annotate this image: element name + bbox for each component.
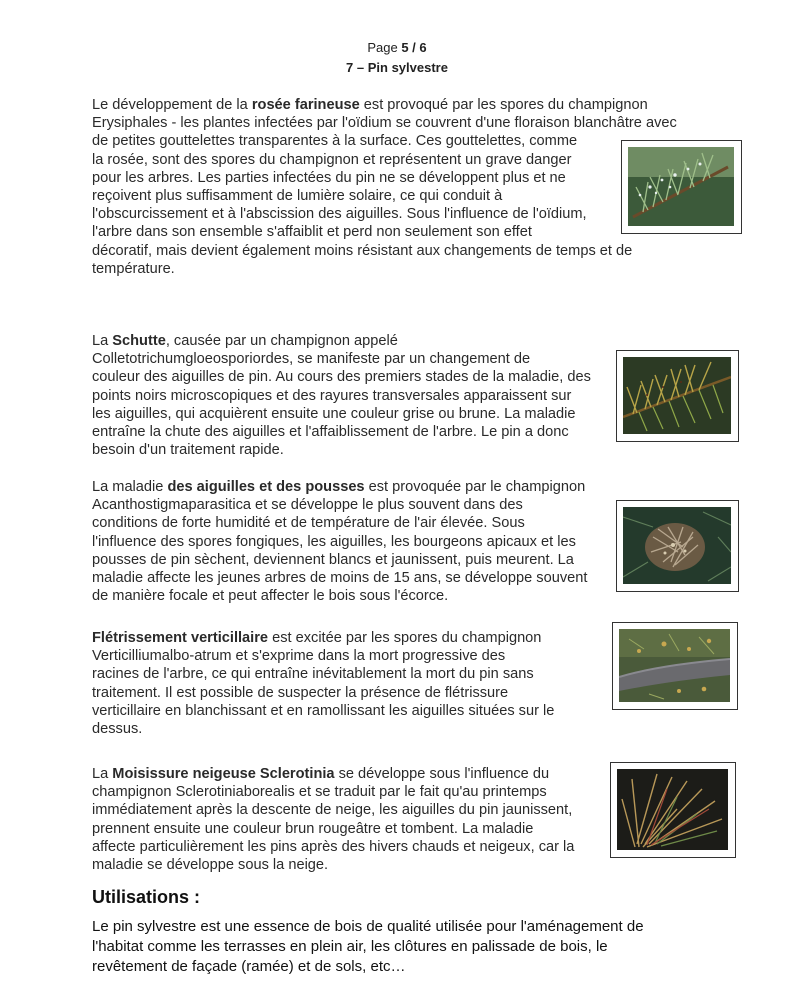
- text: est provoquée par le champignon: [364, 479, 586, 495]
- photo-fletrissement: [612, 622, 738, 710]
- utilisations-heading: Utilisations :: [92, 887, 201, 907]
- text-line: dessus.: [92, 721, 143, 738]
- text-line: l'arbre dans son ensemble s'affaiblit et perd non seulement son effet: [92, 224, 532, 241]
- page-title: 7 – Pin sylvestre: [346, 60, 448, 75]
- text: La: [92, 333, 113, 349]
- text-line: Erysiphales - les plantes infectées par l'oïdium se couvrent d'une floraison blanchâtre avec: [92, 115, 677, 132]
- text: La maladie: [92, 479, 168, 495]
- text-line: traitement. Il est possible de suspecter la présence de flétrissure: [92, 684, 509, 701]
- text-line: conditions de forte humidité et de température de l'air élevée. Sous: [92, 515, 525, 532]
- text-line: reçoivent plus suffisamment de lumière solaire, ce qui conduit à: [92, 188, 503, 205]
- text-line: de petites gouttelettes transparentes à la surface. Ces gouttelettes, comme: [92, 133, 578, 150]
- text-line: verticillaire en blanchissant et en ramollissant les aiguilles situées sur le: [92, 702, 555, 719]
- photo-aiguilles-pousses: [616, 500, 739, 592]
- text-line: l'obscurcissement et à l'abscission des aiguilles. Sous l'influence de l'oïdium,: [92, 206, 587, 223]
- text: se développe sous l'influence du: [334, 766, 550, 782]
- text-line: pour les arbres. Les parties infectées du pin ne se développent plus et ne: [92, 169, 566, 186]
- disease-name: rosée farineuse: [251, 97, 360, 113]
- section-aiguilles-pousses: [92, 478, 587, 605]
- text-line: entraîne la chute des aiguilles et l'affaiblissement de l'arbre. Le pin a donc: [92, 424, 569, 441]
- text: Le développement de la: [92, 97, 252, 113]
- text-line: Verticilliumalbo-atrum et s'exprime dans la mort progressive des: [92, 648, 506, 665]
- page-number: 5 / 6: [401, 40, 427, 55]
- text-line: les aiguilles, qui acquièrent ensuite une couleur grise ou brune. La maladie: [92, 405, 576, 422]
- section-schutte: [92, 332, 591, 459]
- text-line: maladie affecte les jeunes arbres de moins de 15 ans, se développe souvent: [92, 570, 588, 587]
- text: est provoqué par les spores du champignon: [359, 97, 648, 113]
- section-rosee-farineuse: [92, 96, 677, 278]
- text-line: l'habitat comme les terrasses en plein air, les clôtures en palissade de bois, le: [92, 938, 608, 955]
- text-line: maladie se développe sous la neige.: [92, 857, 329, 874]
- text: est excitée par les spores du champignon: [268, 630, 542, 646]
- text-line: couleur des aiguilles de pin. Au cours des premiers stades de la maladie, des: [92, 369, 591, 386]
- page-indicator: [0, 40, 794, 55]
- text-line: l'influence des spores fongiques, les aiguilles, les bourgeons apicaux et les: [92, 533, 576, 550]
- photo-rosee-farineuse: [621, 140, 742, 234]
- section-fletrissement: [92, 629, 554, 738]
- text-line: immédiatement après la descente de neige, les aiguilles du pin jaunissent,: [92, 802, 573, 819]
- section-moisissure-neigeuse: [92, 765, 574, 874]
- utilisations-paragraph: [92, 917, 644, 977]
- text-line: de manière focale et peut affecter le bois sous l'écorce.: [92, 588, 449, 605]
- text-line: prennent ensuite une couleur brun rougeâtre et tombent. La maladie: [92, 820, 534, 837]
- text-line: champignon Sclerotiniaborealis et se traduit par le fait qu'au printemps: [92, 784, 547, 801]
- disease-name: des aiguilles et des pousses: [167, 479, 365, 495]
- disease-name: Flétrissement verticillaire: [92, 630, 269, 646]
- text-line: racines de l'arbre, ce qui entraîne inévitablement la mort du pin sans: [92, 666, 534, 683]
- text-line: Colletotrichumgloeosporiordes, se manifeste par un changement de: [92, 351, 531, 368]
- text-line: besoin d'un traitement rapide.: [92, 442, 284, 459]
- text-line: points noirs microscopiques et des rayures transversales apparaissent sur: [92, 387, 572, 404]
- text-line: revêtement de façade (ramée) et de sols, etc…: [92, 958, 406, 975]
- text-line: température.: [92, 260, 175, 277]
- disease-name: Moisissure neigeuse Sclerotinia: [112, 766, 335, 782]
- text-line: décoratif, mais devient également moins résistant aux changements de temps et de: [92, 242, 633, 259]
- disease-name: Schutte: [112, 333, 166, 349]
- page-prefix: Page: [367, 40, 402, 55]
- text-line: Le pin sylvestre est une essence de bois de qualité utilisée pour l'aménagement de: [92, 918, 644, 935]
- text: La: [92, 766, 113, 782]
- photo-moisissure-neigeuse: [610, 762, 736, 858]
- text-line: affecte particulièrement les pins après des hivers chauds et neigeux, car la: [92, 838, 575, 855]
- text-line: Acanthostigmaparasitica et se développe le plus souvent dans des: [92, 497, 523, 514]
- text-line: pousses de pin sèchent, deviennent blancs et jaunissent, puis meurent. La: [92, 551, 574, 568]
- text-line: la rosée, sont des spores du champignon et représentent un grave danger: [92, 151, 572, 168]
- photo-schutte: [616, 350, 739, 442]
- text: , causée par un champignon appelé: [165, 333, 398, 349]
